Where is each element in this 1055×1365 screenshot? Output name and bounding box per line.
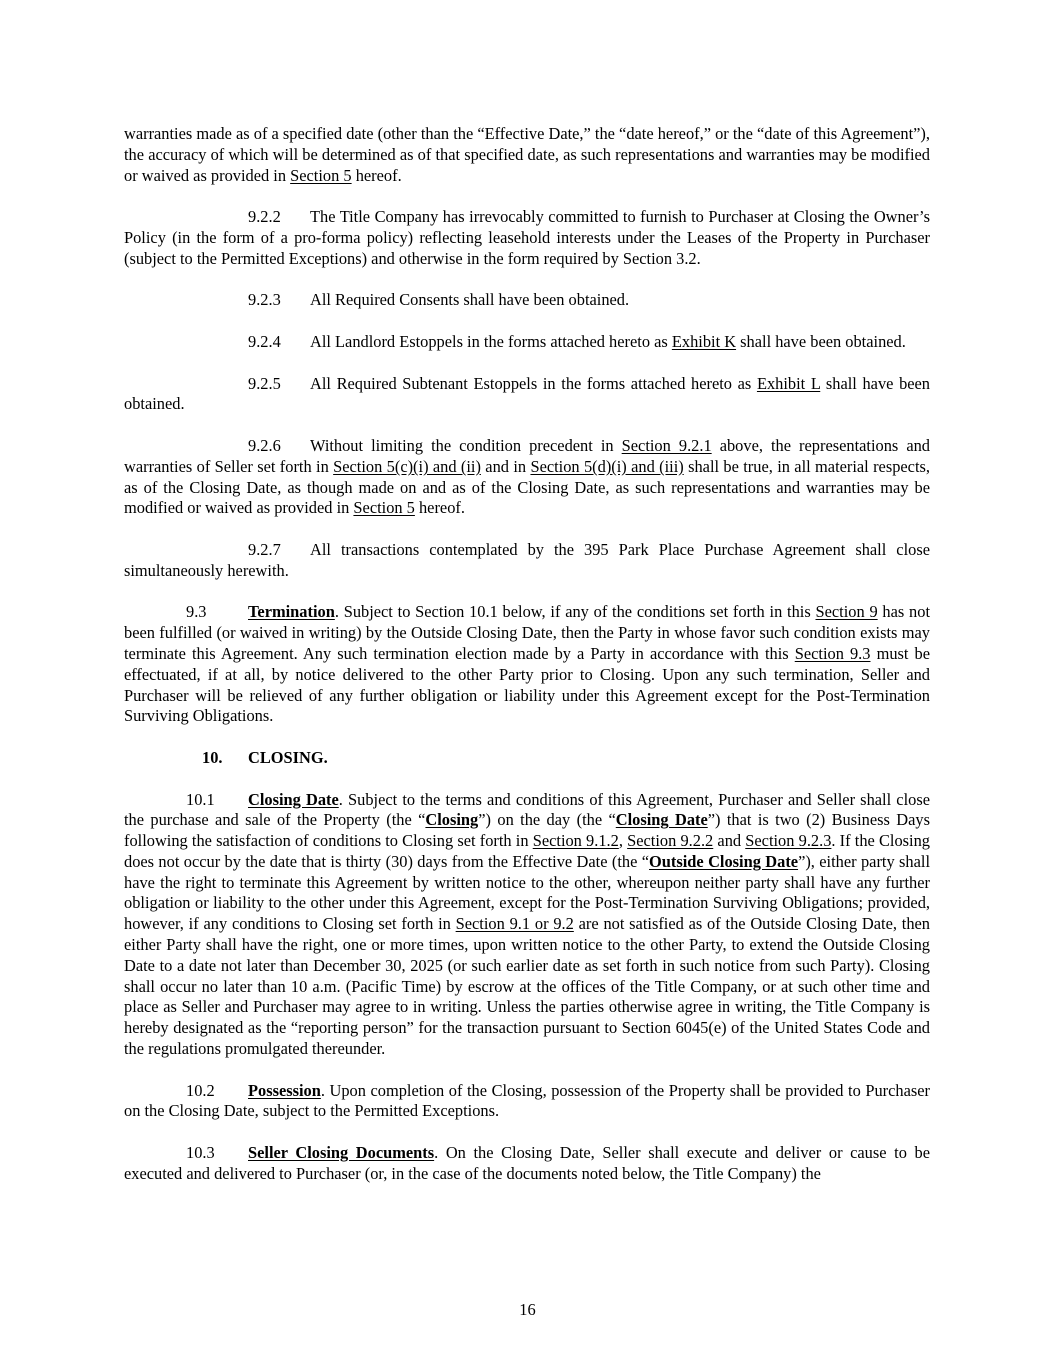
text: All Required Consents shall have been obtained. — [310, 290, 630, 310]
section-title: Seller Closing Documents — [248, 1143, 435, 1163]
cross-reference: Section 9.2.3 — [745, 831, 832, 851]
exhibit-reference: Exhibit K — [671, 331, 737, 351]
cross-reference: Section 9.1 or 9.2 — [455, 914, 574, 934]
paragraph-continuation — [124, 124, 930, 186]
text: . On the Closing Date, Seller shall execute and deliver or cause to be executed and delivered to Purchaser (or, in the case of the documents noted below, the Title Company) the — [124, 1143, 930, 1183]
text: Without limiting the condition precedent in — [310, 435, 622, 455]
section-9-2-6 — [124, 436, 930, 519]
text: . Upon completion of the Closing, possession of the Property shall be provided to Purchaser on the Closing Date, subject to the Permitted Exceptions. — [124, 1080, 930, 1121]
section-9-2-5 — [124, 374, 930, 416]
cross-reference: Section 5 — [353, 498, 415, 518]
defined-term: Closing — [425, 810, 479, 830]
cross-reference: Section 9.2.1 — [621, 435, 712, 455]
text: . Subject to the terms and conditions of this Agreement, Purchaser and Seller shall close the purchase and sale of the Property (the “ — [124, 789, 930, 830]
text: shall have been obtained. — [124, 373, 931, 414]
section-title: Closing Date — [248, 789, 339, 809]
text: shall be true, in all material respects, as of the Closing Date, as though made on and as of the Closing Date, as such representations and warranties may be modified or waived as provided in — [124, 456, 930, 518]
text: and — [713, 831, 746, 851]
section-9-2-7 — [124, 540, 930, 582]
text: , — [618, 831, 628, 851]
section-title: Termination — [248, 602, 335, 622]
section-number: 10.2 — [186, 1080, 215, 1100]
section-9-3 — [124, 602, 930, 727]
cross-reference: Section 9.3 — [794, 643, 871, 663]
text: hereof. — [414, 498, 465, 518]
section-10-1 — [124, 790, 930, 1060]
page-number: 16 — [519, 1300, 536, 1319]
article-title: CLOSING. — [248, 747, 328, 767]
section-title: Possession — [248, 1080, 321, 1100]
text: warranties made as of a specified date (other than the “Effective Date,” the “date hereof,” or the “date of this Agreement”), the accuracy of which will be determined as of that specified date, as such representations and warranties may be modified or waived as provided in — [124, 124, 930, 185]
text: . If the Closing does not occur by the date that is thirty (30) days from the Effective Date (the “ — [124, 831, 930, 871]
text: All Required Subtenant Estoppels in the forms attached hereto as — [310, 373, 757, 393]
text: ”), either party shall have the right to terminate this Agreement by written notice to the other, whereupon neither party shall have any further obligation or liability to the other under this Agreement, except for the Post-Termination Surviving Obligations; provided, however, if any conditions to Closing set forth in — [124, 851, 931, 934]
section-9-2-2 — [124, 207, 930, 269]
section-number: 9.2.6 — [248, 435, 281, 455]
section-number: 9.2.7 — [248, 539, 281, 559]
section-number: 9.2.2 — [248, 207, 281, 227]
section-9-2-4 — [124, 332, 930, 353]
section-number: 9.2.4 — [248, 331, 281, 351]
section-9-2-3 — [124, 290, 930, 311]
cross-reference: Section 9 — [815, 602, 878, 622]
text: shall have been obtained. — [736, 331, 906, 351]
text: The Title Company has irrevocably committed to furnish to Purchaser at Closing the Owner’s Policy (in the form of a pro-forma policy) reflecting leasehold interests under the Leases of the Property in Purchaser (subject to the Permitted Exceptions) and otherwise in the form required by Section 3.2. — [124, 207, 930, 268]
cross-reference: Section 5 — [290, 165, 352, 185]
text: are not satisfied as of the Outside Closing Date, then either Party shall have the right, one or more times, upon written notice to the other Party, to extend the Outside Closing Date to a date not later than December 30, 2025 (or such earlier date as set forth in such notice from such Party). Closing shall occur no later than 10 a.m. (Pacific Time) by escrow at the offices of the Title Company, or at such other time and place as Seller and Purchaser may agree to in writing. Unless the parties otherwise agree in writing, the Title Company is hereby designated as the “reporting person” for the transaction pursuant to Section 6045(e) of the United States Code and the regulations promulgated thereunder. — [124, 914, 930, 1059]
section-number: 9.3 — [186, 602, 207, 622]
cross-reference: Section 9.1.2 — [532, 831, 619, 851]
defined-term: Closing Date — [615, 810, 708, 830]
cross-reference: Section 5(d)(i) and (iii) — [530, 456, 684, 476]
text: hereof. — [351, 165, 402, 185]
text: ”) that is two (2) Business Days following the satisfaction of conditions to Closing set forth in — [124, 810, 930, 851]
section-10-2 — [124, 1081, 930, 1123]
section-number: 10.3 — [186, 1143, 215, 1163]
text: ”) on the day (the “ — [478, 810, 616, 830]
section-number: 9.2.3 — [248, 290, 281, 310]
section-10-3 — [124, 1143, 930, 1185]
article-10-heading — [124, 748, 930, 769]
section-number: 10.1 — [186, 789, 215, 809]
defined-term: Outside Closing Date — [649, 851, 799, 871]
exhibit-reference: Exhibit L — [756, 373, 821, 393]
text: above, the representations and warranties of Seller set forth in — [124, 435, 930, 476]
text: All transactions contemplated by the 395 Park Place Purchase Agreement shall close simultaneously herewith. — [124, 539, 930, 580]
text: All Landlord Estoppels in the forms attached hereto as — [310, 331, 672, 351]
text: has not been fulfilled (or waived in writing) by the Outside Closing Date, then the Party in whose favor such condition exists may terminate this Agreement. Any such termination election made by a Party in accordance with this — [124, 602, 930, 663]
cross-reference: Section 9.2.2 — [627, 831, 714, 851]
section-number: 9.2.5 — [248, 373, 281, 393]
text: . Subject to Section 10.1 below, if any of the conditions set forth in this — [334, 602, 816, 622]
text: and in — [480, 456, 531, 476]
article-number: 10. — [202, 747, 223, 767]
document-page — [124, 124, 930, 1205]
text: must be effectuated, if at all, by notice delivered to the other Party prior to Closing. Upon any such termination, Seller and Purchaser will be relieved of any further obligation or liability under this Agreement except for the Post-Termination Surviving Obligations. — [124, 643, 931, 726]
cross-reference: Section 5(c)(i) and (ii) — [333, 456, 481, 476]
